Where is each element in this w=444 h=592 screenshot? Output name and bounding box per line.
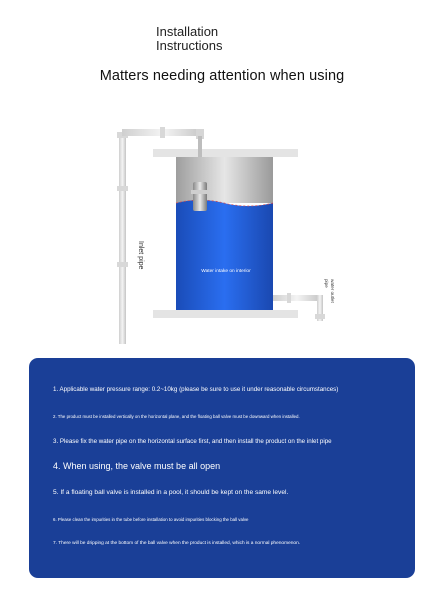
- installation-diagram: [0, 118, 444, 348]
- note-4: 4. When using, the valve must be all open: [53, 461, 221, 471]
- note-1: 1. Applicable water pressure range: 0.2~10kg (please be sure to use it under reasonable circumstances): [53, 386, 339, 393]
- outlet-label-line1: water outlet: [330, 279, 335, 303]
- water-body: [176, 200, 273, 310]
- note-3: 3. Please fix the water pipe on the horizontal surface first, and then install the product on the inlet pipe: [53, 438, 332, 445]
- tank-label: Water intake on interior: [201, 269, 251, 274]
- inlet-pipe-label: Inlet pipe: [137, 241, 144, 270]
- bottom-plate: [153, 310, 298, 318]
- page-title: [156, 25, 222, 53]
- title-line-2: Instructions: [156, 38, 223, 53]
- note-6: 6. Please clean the impurities in the tube before installation to avoid impurities blocking the ball valve: [53, 517, 249, 522]
- notes-panel: [29, 358, 415, 578]
- outlet-pipe-horizontal: [273, 295, 321, 301]
- inlet-pipe-vertical: [119, 134, 126, 344]
- note-7: 7. There will be dripping at the bottom of the ball valve when the product is installed, which is a normal phenomenon.: [53, 541, 301, 546]
- note-5: 5. If a floating ball valve is installed in a pool, it should be kept on the same level.: [53, 489, 289, 496]
- tank-upper: [176, 157, 273, 203]
- outlet-label-line2: pipe: [324, 279, 329, 288]
- note-2: 2. The product must be installed vertically on the horizontal plane, and the floating ball valve must be downward when installed.: [53, 414, 300, 419]
- top-plate: [153, 149, 298, 157]
- section-heading: Matters needing attention when using: [99, 68, 345, 84]
- title-line-1: Installation: [156, 24, 219, 39]
- float-valve: [193, 182, 207, 211]
